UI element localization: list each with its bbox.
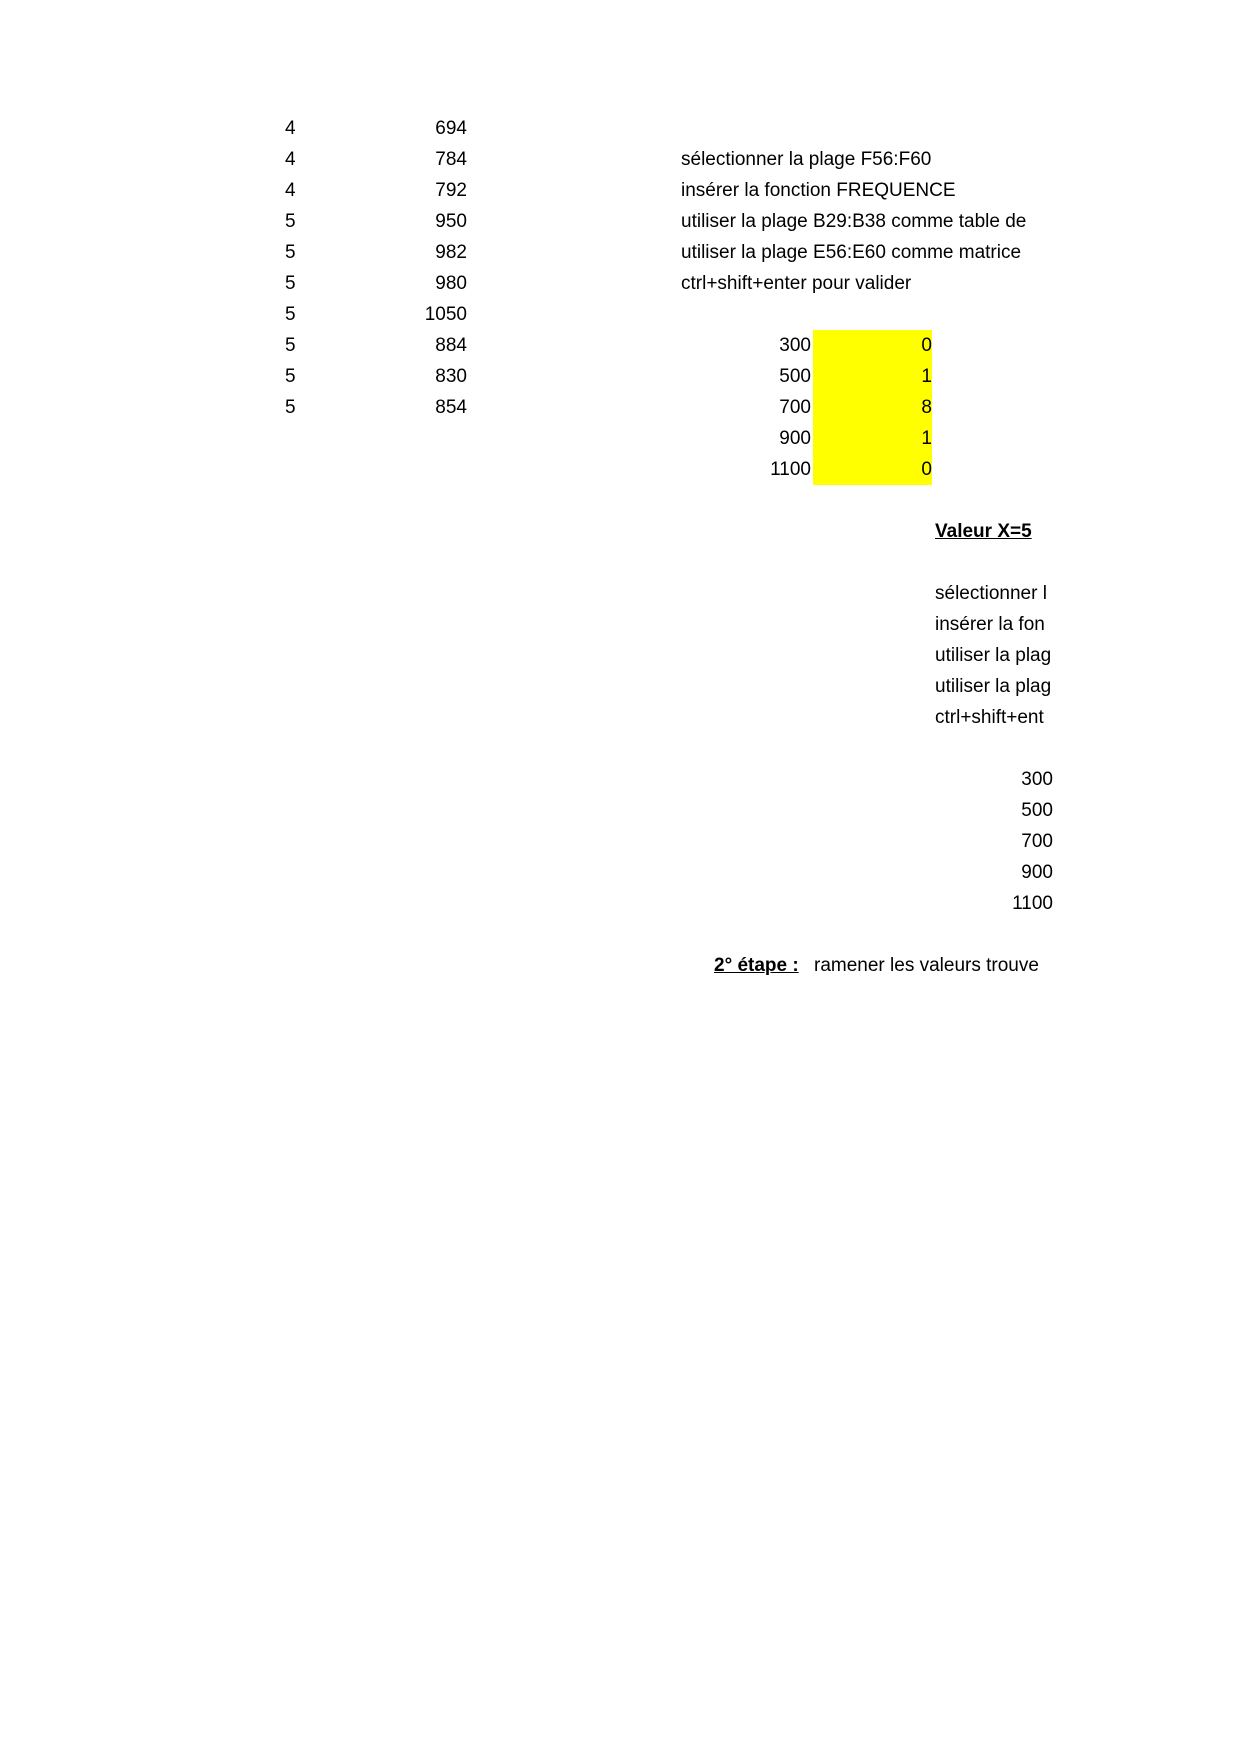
x-cell: 4 xyxy=(285,149,296,170)
instruction-line: insérer la fon xyxy=(935,614,1045,635)
x-cell: 4 xyxy=(285,118,296,139)
instruction-line: utiliser la plage B29:B38 comme table de xyxy=(681,211,1027,232)
bin-cell: 1100 xyxy=(1012,893,1053,914)
instruction-line: sélectionner la plage F56:F60 xyxy=(681,149,932,170)
value-cell: 884 xyxy=(435,335,467,356)
instruction-line: utiliser la plag xyxy=(935,676,1052,697)
value-cell: 950 xyxy=(435,211,467,232)
bin-cell: 300 xyxy=(1021,769,1053,790)
instruction-line: insérer la fonction FREQUENCE xyxy=(681,180,956,201)
value-cell: 854 xyxy=(435,397,467,418)
bin-cell: 900 xyxy=(779,428,811,449)
x-cell: 5 xyxy=(285,366,296,387)
bin-cell: 300 xyxy=(779,335,811,356)
instruction-line: sélectionner l xyxy=(935,583,1047,604)
step2-text: ramener les valeurs trouve xyxy=(814,955,1039,976)
value-cell: 980 xyxy=(435,273,467,294)
x-cell: 5 xyxy=(285,304,296,325)
x-cell: 4 xyxy=(285,180,296,201)
value-cell: 830 xyxy=(435,366,467,387)
value-cell: 784 xyxy=(435,149,467,170)
x-cell: 5 xyxy=(285,273,296,294)
value-cell: 694 xyxy=(435,118,467,139)
value-cell: 1050 xyxy=(424,304,467,325)
value-cell: 792 xyxy=(435,180,467,201)
bin-cell: 700 xyxy=(1021,831,1053,852)
bin-cell: 700 xyxy=(779,397,811,418)
x-cell: 5 xyxy=(285,211,296,232)
bin-cell: 900 xyxy=(1021,862,1053,883)
frequency-cell: 0 xyxy=(813,330,932,361)
bin-cell: 500 xyxy=(779,366,811,387)
instruction-line: ctrl+shift+enter pour valider xyxy=(681,273,912,294)
frequency-cell: 1 xyxy=(813,361,932,392)
bin-cell: 1100 xyxy=(770,459,811,480)
instruction-line: utiliser la plag xyxy=(935,645,1052,666)
frequency-cell: 1 xyxy=(813,423,932,454)
bin-cell: 500 xyxy=(1021,800,1053,821)
frequency-cell: 0 xyxy=(813,454,932,485)
frequency-cell: 8 xyxy=(813,392,932,423)
section-title: Valeur X=5 xyxy=(935,521,1032,542)
x-cell: 5 xyxy=(285,242,296,263)
x-cell: 5 xyxy=(285,335,296,356)
x-cell: 5 xyxy=(285,397,296,418)
step2-label: 2° étape : xyxy=(714,955,799,976)
instruction-line: utiliser la plage E56:E60 comme matrice xyxy=(681,242,1022,263)
value-cell: 982 xyxy=(435,242,467,263)
instruction-line: ctrl+shift+ent xyxy=(935,707,1044,728)
